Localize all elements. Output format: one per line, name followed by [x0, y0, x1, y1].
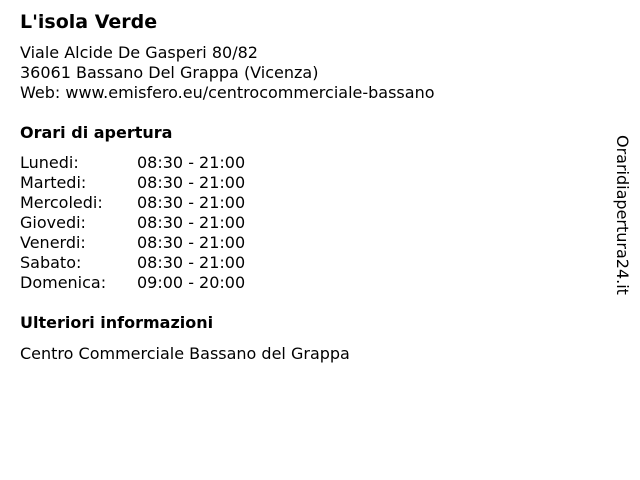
day-hours: 08:30 - 21:00 — [137, 253, 246, 272]
day-hours: 08:30 - 21:00 — [137, 233, 246, 252]
address-city: 36061 Bassano Del Grappa (Vicenza) — [20, 63, 319, 82]
hours-row — [20, 253, 245, 273]
day-label: Martedi: — [20, 173, 87, 192]
hours-row — [20, 213, 245, 233]
day-hours: 08:30 - 21:00 — [137, 173, 246, 192]
hours-row — [20, 153, 245, 173]
day-hours: 08:30 - 21:00 — [137, 213, 246, 232]
website-line: Web: www.emisfero.eu/centrocommerciale-bassano — [20, 83, 435, 102]
site-watermark: Oraridiapertura24.it — [613, 135, 632, 295]
day-hours: 09:00 - 20:00 — [137, 273, 246, 292]
more-info-text: Centro Commerciale Bassano del Grappa — [20, 344, 350, 363]
day-hours: 08:30 - 21:00 — [137, 153, 246, 172]
address-street: Viale Alcide De Gasperi 80/82 — [20, 43, 258, 62]
day-label: Mercoledi: — [20, 193, 103, 212]
hours-row — [20, 233, 245, 253]
opening-hours-table — [20, 153, 245, 293]
day-hours: 08:30 - 21:00 — [137, 193, 246, 212]
day-label: Lunedi: — [20, 153, 79, 172]
hours-row — [20, 193, 245, 213]
store-name: L'isola Verde — [20, 11, 158, 33]
hours-row — [20, 273, 245, 293]
hours-row — [20, 173, 245, 193]
more-info-heading: Ulteriori informazioni — [20, 313, 214, 332]
day-label: Giovedi: — [20, 213, 86, 232]
day-label: Sabato: — [20, 253, 82, 272]
day-label: Domenica: — [20, 273, 107, 292]
store-address — [20, 43, 435, 103]
day-label: Venerdi: — [20, 233, 86, 252]
opening-hours-heading: Orari di apertura — [20, 123, 173, 142]
